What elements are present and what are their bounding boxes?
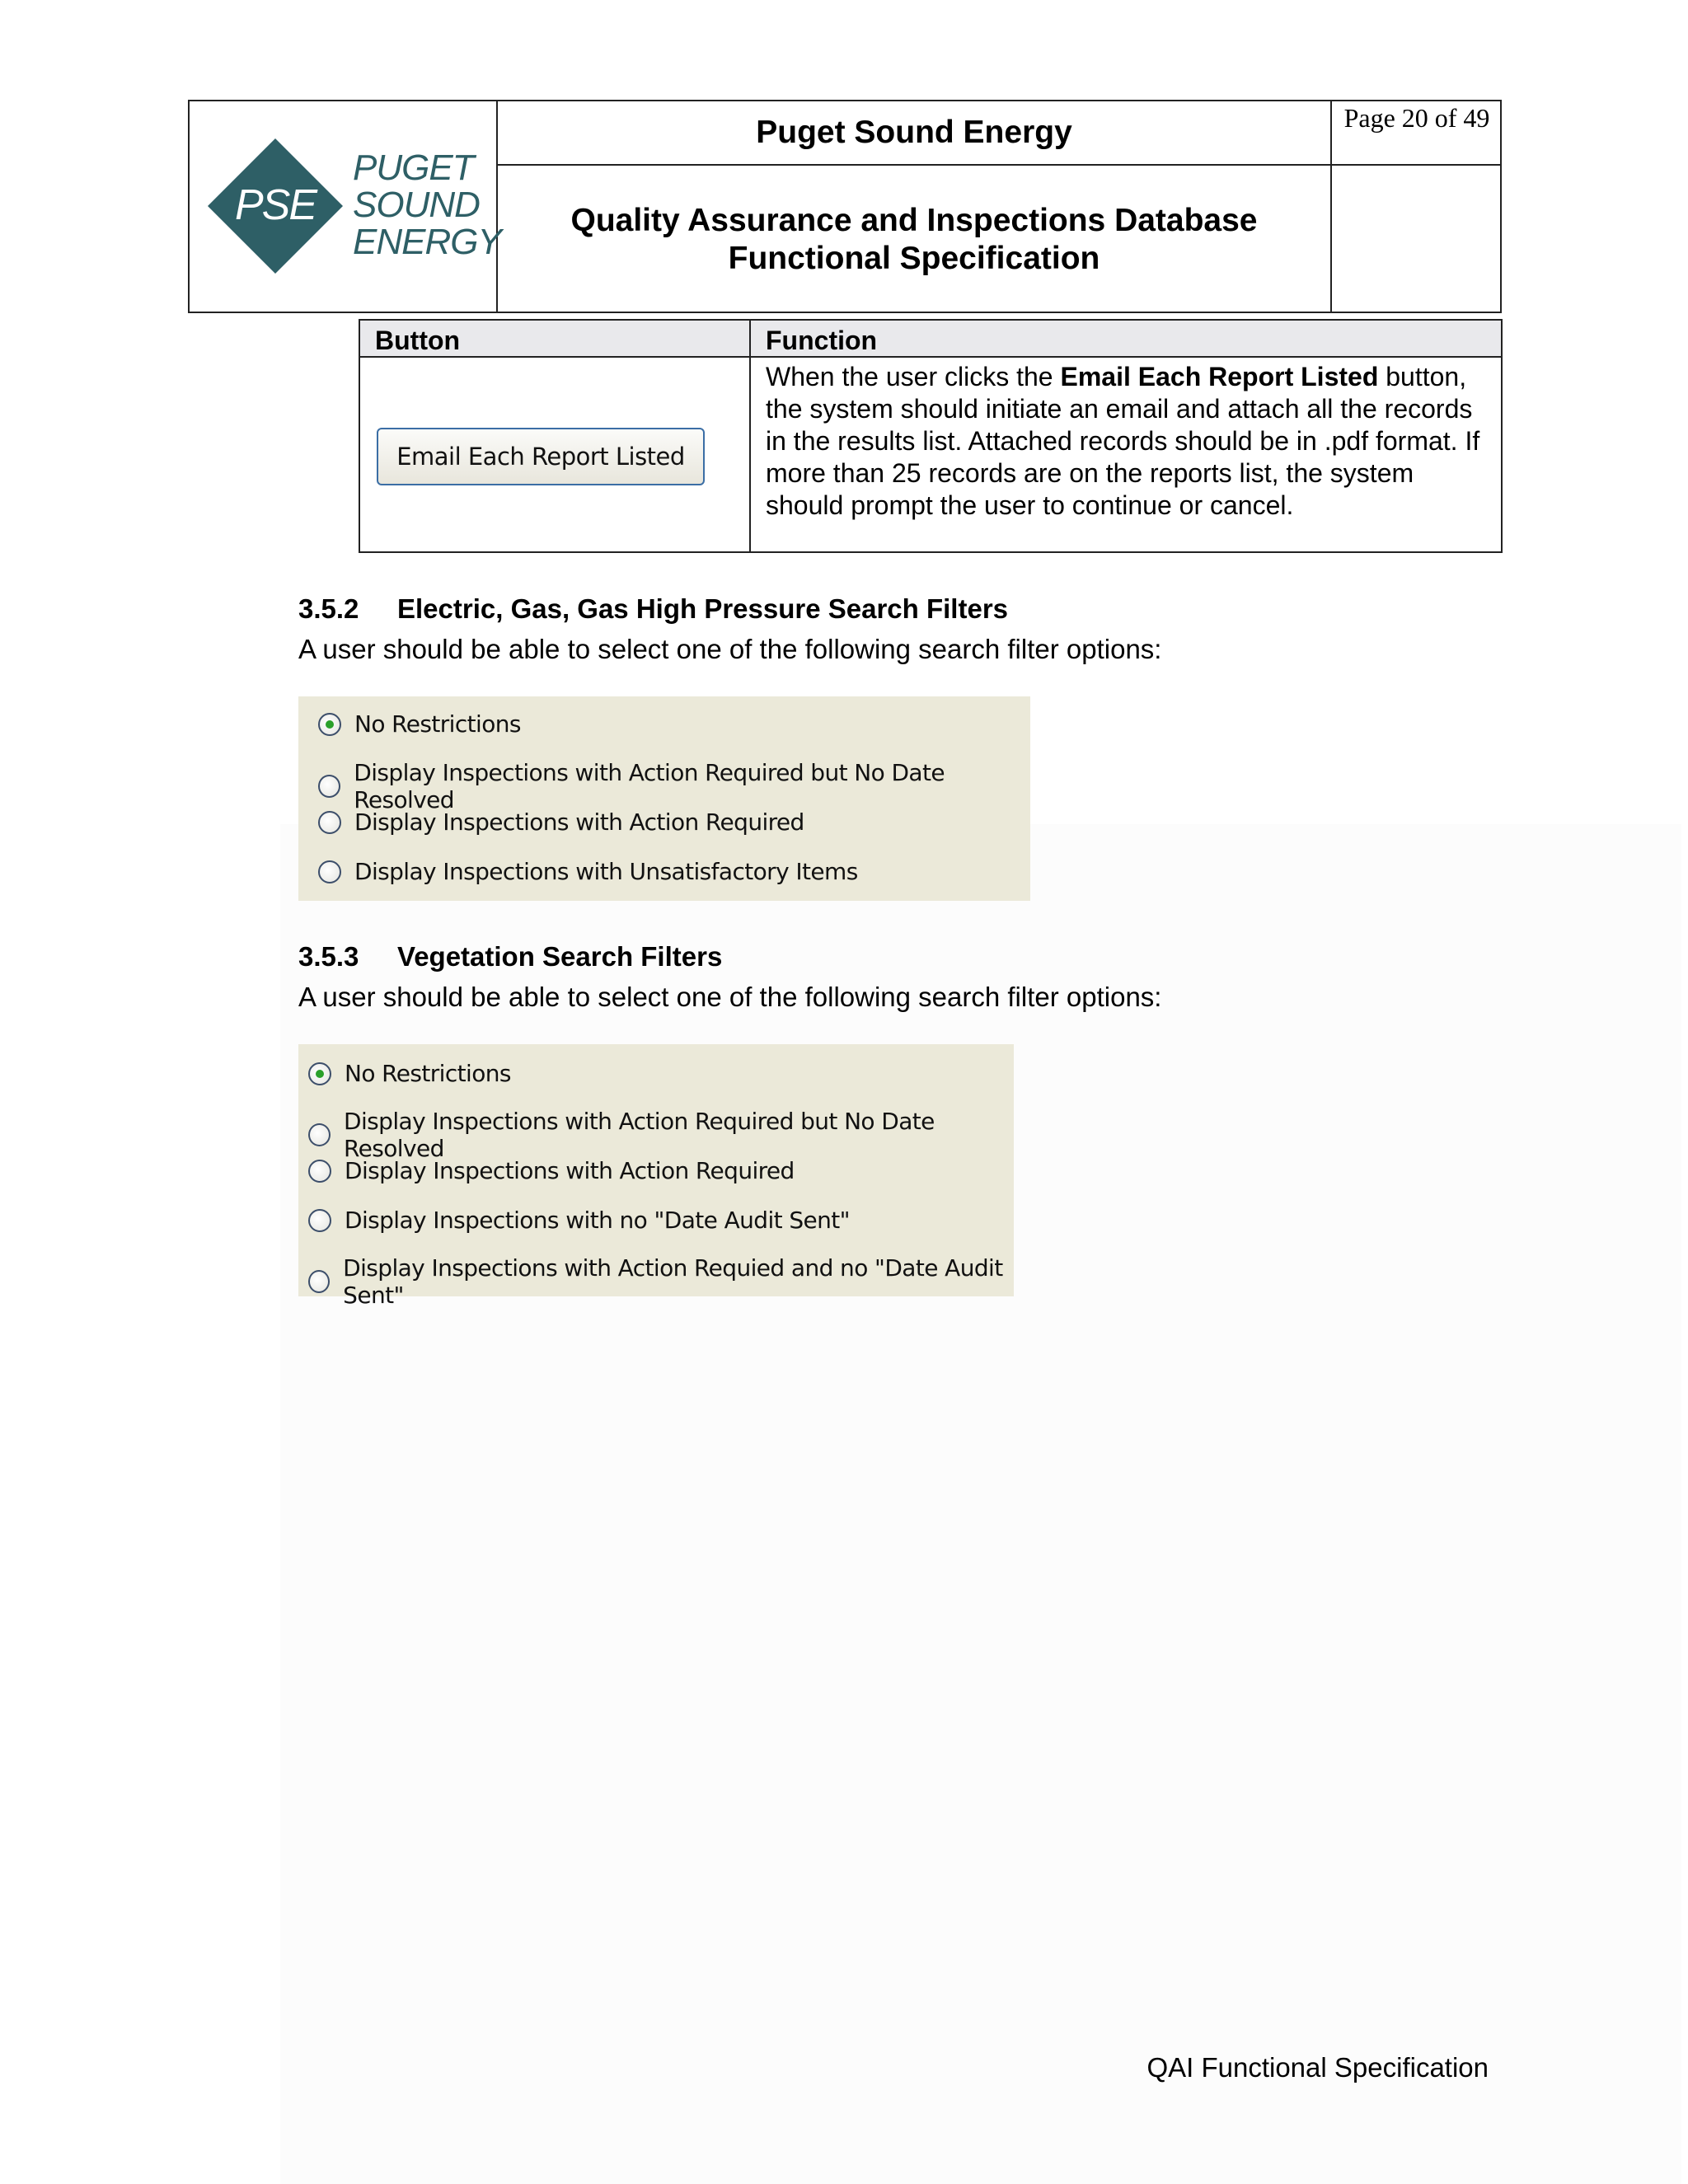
search-filter-panel-352 bbox=[298, 696, 1030, 901]
filter-option-label: Display Inspections with Action Required but No Date Resolved bbox=[344, 1108, 935, 1162]
filter-option-label: Display Inspections with Action Requied and no "Date Audit Sent" bbox=[343, 1254, 1003, 1309]
radio-selected-icon[interactable] bbox=[308, 1062, 331, 1085]
radio-icon[interactable] bbox=[318, 775, 340, 798]
document-header bbox=[188, 100, 1502, 313]
section-353-title: Vegetation Search Filters bbox=[397, 941, 723, 972]
section-352-body: A user should be able to select one of the following search filter options: bbox=[298, 634, 1162, 664]
section-353-body: A user should be able to select one of the following search filter options: bbox=[298, 982, 1162, 1012]
logo-wordmark bbox=[353, 149, 501, 260]
page-number-column bbox=[1330, 101, 1502, 312]
filter-option[interactable] bbox=[308, 1254, 1014, 1309]
logo-line-2: SOUND bbox=[353, 185, 480, 225]
radio-icon[interactable] bbox=[308, 1209, 331, 1232]
email-each-report-listed-button[interactable]: Email Each Report Listed bbox=[377, 428, 705, 485]
function-description bbox=[766, 361, 1491, 522]
filter-option[interactable] bbox=[318, 759, 1030, 813]
function-text-bold: Email Each Report Listed bbox=[1060, 362, 1379, 391]
logo-cell bbox=[190, 101, 501, 312]
radio-icon[interactable] bbox=[318, 860, 341, 883]
table-header-row bbox=[360, 321, 1501, 358]
section-352-number: 3.5.2 bbox=[298, 593, 359, 624]
section-353-heading bbox=[298, 941, 722, 972]
radio-icon[interactable] bbox=[308, 1160, 331, 1183]
logo-mark: PSE bbox=[234, 181, 316, 229]
filter-option-label: Display Inspections with Action Required bbox=[354, 808, 804, 836]
search-filter-panel-353 bbox=[298, 1044, 1014, 1309]
filter-option-label: Display Inspections with Action Required bbox=[345, 1157, 795, 1184]
company-name: Puget Sound Energy bbox=[498, 101, 1330, 166]
filter-option[interactable] bbox=[308, 1207, 850, 1234]
column-header-button: Button bbox=[375, 326, 461, 355]
section-352-title: Electric, Gas, Gas High Pressure Search Filters bbox=[397, 593, 1009, 624]
radio-selected-icon[interactable] bbox=[318, 713, 341, 736]
logo-line-3: ENERGY bbox=[353, 222, 501, 262]
function-text-post: button, the system should initiate an email and attach all the records in the results list. Attached records should be in .pdf format. If more than 25 records are on the reports list, the system should prompt the user to continue or cancel. bbox=[766, 362, 1480, 520]
page-background bbox=[280, 824, 1681, 2184]
section-352-heading bbox=[298, 593, 1008, 625]
section-353-number: 3.5.3 bbox=[298, 941, 359, 972]
filter-option[interactable] bbox=[318, 710, 521, 738]
filter-option-label: No Restrictions bbox=[345, 1060, 511, 1087]
page-footer: QAI Functional Specification bbox=[1146, 2052, 1489, 2083]
filter-option-label: Display Inspections with Unsatisfactory Items bbox=[354, 858, 858, 885]
filter-option-label: Display Inspections with no "Date Audit Sent" bbox=[345, 1207, 850, 1234]
function-text-pre: When the user clicks the bbox=[766, 362, 1061, 391]
filter-option[interactable] bbox=[308, 1108, 1014, 1162]
filter-option[interactable] bbox=[308, 1157, 795, 1184]
filter-option-label: Display Inspections with Action Required but No Date Resolved bbox=[354, 759, 945, 813]
radio-icon[interactable] bbox=[308, 1270, 330, 1293]
filter-option[interactable] bbox=[308, 1060, 511, 1087]
document-title-line-1: Quality Assurance and Inspections Database bbox=[570, 202, 1258, 238]
radio-icon[interactable] bbox=[308, 1123, 331, 1146]
filter-option[interactable] bbox=[318, 808, 804, 836]
button-function-table bbox=[359, 319, 1503, 553]
pse-logo-icon bbox=[208, 138, 343, 274]
document-title-line-2: Functional Specification bbox=[728, 240, 1100, 276]
column-header-function: Function bbox=[766, 326, 878, 355]
filter-option-label: No Restrictions bbox=[354, 710, 521, 738]
logo-line-1: PUGET bbox=[353, 148, 474, 188]
filter-option[interactable] bbox=[318, 858, 858, 885]
page-number: Page 20 of 49 bbox=[1332, 101, 1502, 166]
table-divider bbox=[749, 321, 751, 551]
document-title bbox=[498, 166, 1330, 313]
radio-icon[interactable] bbox=[318, 811, 341, 834]
